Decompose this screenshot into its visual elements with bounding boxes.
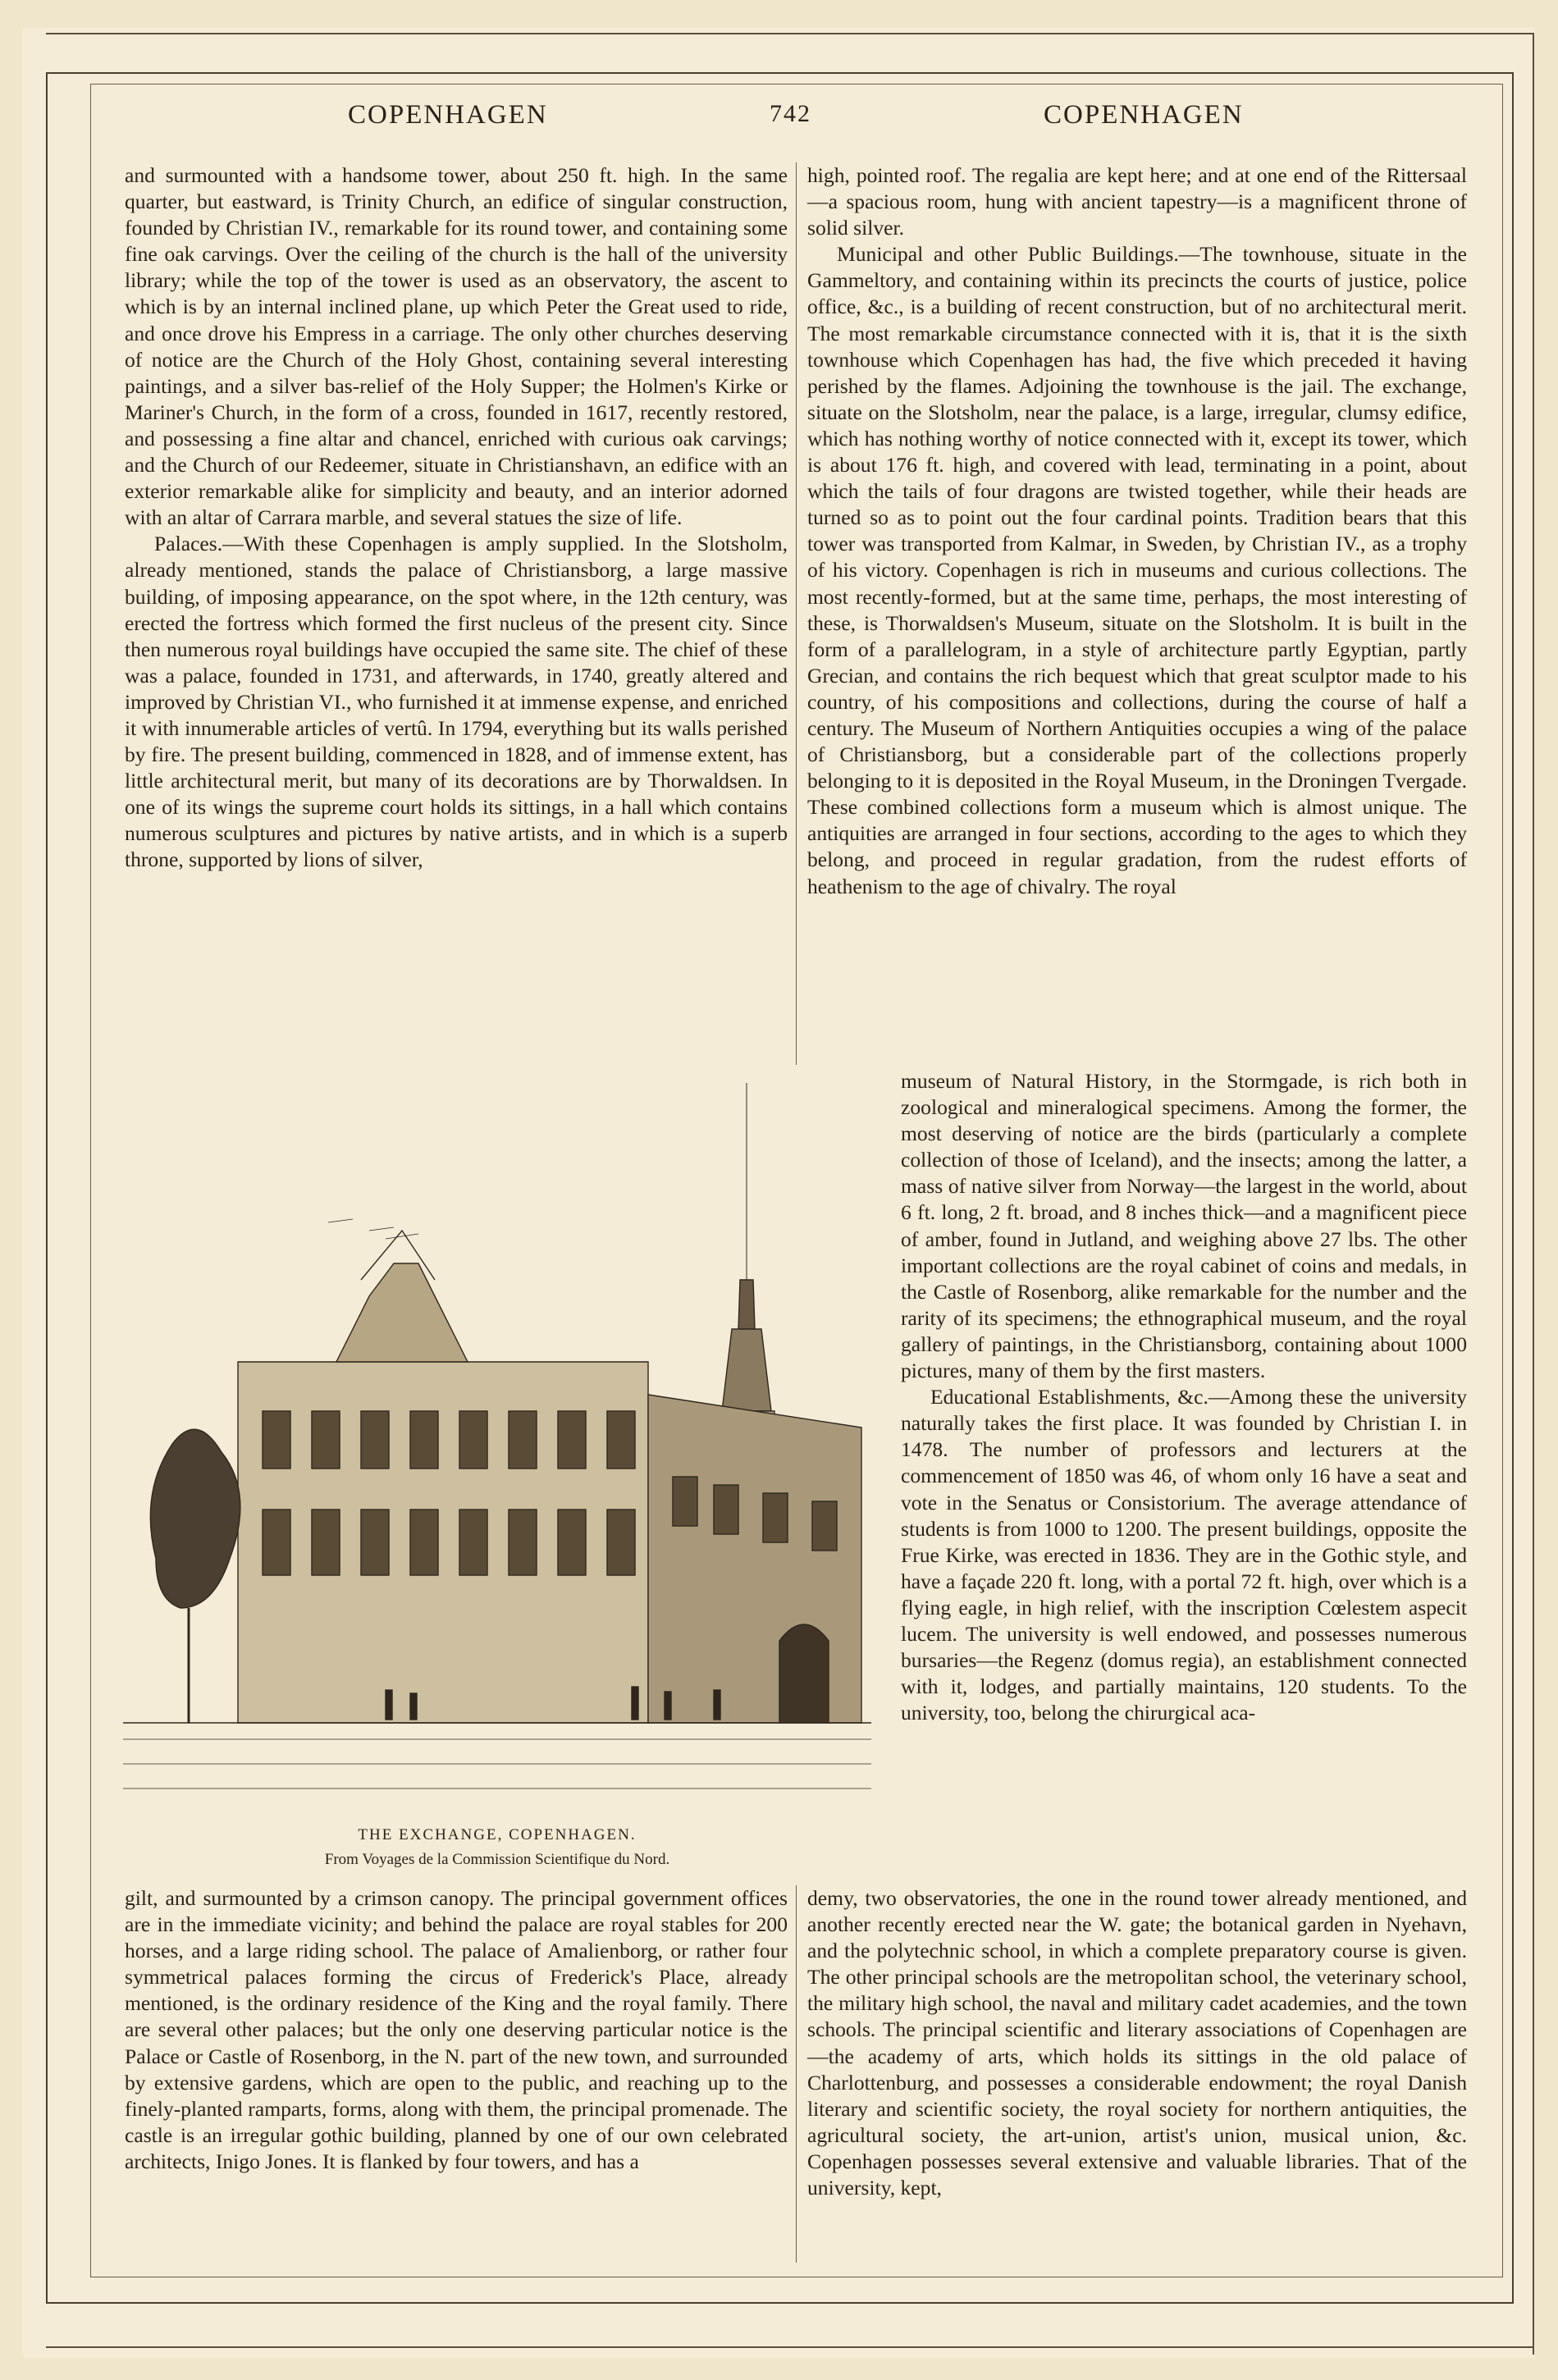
- paragraph: Municipal and other Public Buildings.—The townhouse, situate in the Gammeltory, and containing within its precincts the courts of justice, police office, &c., is a building of recent construction, but of no architectural merit. The most remarkable circumstance connected with it is, that it is the sixth townhouse which Copenhagen has had, the five which preceded it having perished by the flames. Adjoining the townhouse is the jail. The exchange, situate on the Slotsholm, near the palace, is a large, irregular, clumsy edifice, which has nothing worthy of notice connected with it, except its tower, which is about 176 ft. high, and covered with lead, terminating in a point, about which the tails of four dragons are twisted together, while their heads are turned so as to point out the four cardinal points. Tradition bears that this tower was transported from Kalmar, in Sweden, by Christian IV., as a trophy of his victory. Copenhagen is rich in museums and curious collections. The most recently-formed, but at the same time, perhaps, the most interesting of these, is Thorwaldsen's Museum, situate on the Slotsholm. It is built in the form of a parallelogram, in a style of architecture partly Egyptian, partly Grecian, and contains the rich bequest which that great sculptor made to his country, of his compositions and collections, during the course of half a century. The Museum of Northern Antiquities occupies a wing of the palace of Christiansborg, but a considerable part of the collections properly belonging to it is deposited in the Royal Museum, in the Droningen Tvergade. These combined collections form a museum which is almost unique. The antiquities are arranged in four sections, according to the ages to which they belong, and proceed in regular gradation, from the rudest efforts of heathenism to the age of chivalry. The royal: [807, 242, 1467, 898]
- right-column-beside-figure: [901, 1068, 1467, 1726]
- paragraph: and surmounted with a handsome tower, about 250 ft. high. In the same quarter, but eastward, is Trinity Church, an edifice of singular construction, founded by Christian IV., remarkable for its round tower, and containing some fine oak carvings. Over the ceiling of the church is the hall of the university library; while the top of the tower is used as an observatory, the ascent to which is by an internal inclined plane, up which Peter the Great used to ride, and once drove his Empress in a carriage. The only other churches deserving of notice are the Church of the Holy Ghost, containing several interesting paintings, and a silver bas-relief of the Holy Supper; the Holmen's Kirke or Mariner's Church, in the form of a cross, founded in 1617, recently restored, and possessing a fine altar and chancel, enriched with curious oak carvings; and the Church of our Redeemer, situate in Christianshavn, an edifice with an exterior remarkable alike for simplicity and beauty, and an interior adorned with an altar of Carrara marble, and several statues the size of life.: [125, 163, 788, 530]
- column-divider-top: [796, 162, 797, 1065]
- right-column-bottom: [807, 1885, 1467, 2201]
- exchange-engraving: [123, 1067, 871, 1821]
- top-rule: [46, 33, 1534, 34]
- figure-caption-title: THE EXCHANGE, COPENHAGEN.: [358, 1826, 637, 1843]
- bottom-rule: [46, 2346, 1534, 2348]
- paragraph: Educational Establishments, &c.—Among these the university naturally takes the first place. It was founded by Christian I. in 1478. The number of professors and lecturers at the commencement of 1850 was 46, of whom only 16 have a seat and vote in the Senatus or Consistorium. The average attendance of students is from 1000 to 1200. The present buildings, opposite the Frue Kirke, was erected in 1836. They are in the Gothic style, and have a façade 220 ft. long, with a portal 72 ft. high, over which is a flying eagle, in high relief, with the inscription Cœlestem aspecit lucem. The university is well endowed, and possesses numerous bursaries—the Regenz (domus regia), an establishment connected with it, lodges, and partially maintains, 120 students. To the university, too, belong the chirurgical aca-: [901, 1385, 1467, 1725]
- paragraph: gilt, and surmounted by a crimson canopy. The principal government offices are in the immediate vicinity; and behind the palace are royal stables for 200 horses, and a large riding school. The palace of Amalienborg, or rather four symmetrical palaces forming the circus of Frederick's Place, already mentioned, is the ordinary residence of the King and the royal family. There are several other palaces; but the only one deserving particular notice is the Palace or Castle of Rosenborg, in the N. part of the new town, and surrounded by extensive gardens, which are open to the public, and reaching up to the finely-planted ramparts, forms, along with them, the principal promenade. The castle is an irregular gothic building, planned by one of our own celebrated architects, Inigo Jones. It is flanked by four towers, and has a: [125, 1886, 788, 2173]
- right-rule: [1533, 33, 1534, 2355]
- running-head-left: COPENHAGEN: [348, 100, 548, 130]
- page-number: 742: [770, 100, 811, 127]
- paragraph: demy, two observatories, the one in the round tower already mentioned, and another recently erected near the W. gate; the botanical garden in Nyehavn, and the polytechnic school, in which a complete preparatory course is given. The other principal schools are the metropolitan school, the veterinary school, the military high school, the naval and military cadet academies, and the town schools. The principal scientific and literary associations of Copenhagen are—the academy of arts, which holds its sittings in the old palace of Charlottenburg, and possesses a considerable endowment; the royal Danish literary and scientific society, the royal society for northern antiquities, the agricultural society, the art-union, artist's union, musical union, &c. Copenhagen possesses several extensive and valuable libraries. That of the university, kept,: [807, 1886, 1467, 2200]
- column-divider-bottom: [796, 1885, 797, 2263]
- right-column-top: [807, 162, 1467, 900]
- figure-caption-source: From Voyages de la Commission Scientifique du Nord.: [324, 1851, 670, 1868]
- left-column-top: [125, 162, 788, 874]
- paragraph: museum of Natural History, in the Stormgade, is rich both in zoological and mineralogical specimens. Among the former, the most deserving of notice are the birds (particularly a complete collection of those of Iceland), and the insects; among the latter, a mass of native silver from Norway—the largest in the world, about 6 ft. long, 2 ft. broad, and 8 inches thick—and a magnificent piece of amber, found in Jutland, and weighing above 27 lbs. The other important collections are the royal cabinet of coins and medals, in the Castle of Rosenborg, alike remarkable for the number and the rarity of its specimens; the ethnographical museum, and the royal gallery of paintings, in the Christiansborg, containing about 1000 pictures, many of them by the first masters.: [901, 1069, 1467, 1383]
- paragraph: high, pointed roof. The regalia are kept here; and at one end of the Rittersaal—a spacious room, hung with ancient tapestry—is a magnificent throne of solid silver.: [807, 163, 1467, 240]
- paragraph: Palaces.—With these Copenhagen is amply supplied. In the Slotsholm, already mentioned, stands the palace of Christiansborg, a large massive building, of imposing appearance, on the spot where, in the 12th century, was erected the fortress which formed the first nucleus of the present city. Since then numerous royal buildings have occupied the same site. The chief of these was a palace, founded in 1731, and afterwards, in 1740, greatly altered and improved by Christian VI., who furnished it at immense expense, and enriched it with innumerable articles of vertû. In 1794, everything but its walls perished by fire. The present building, commenced in 1828, and of immense extent, has little architectural merit, but many of its decorations are by Thorwaldsen. In one of its wings the supreme court holds its sittings, in a hall which contains numerous sculptures and pictures by native artists, and in which is a superb throne, supported by lions of silver,: [125, 532, 788, 872]
- left-column-bottom: [125, 1885, 788, 2175]
- running-head-right: COPENHAGEN: [1044, 100, 1244, 130]
